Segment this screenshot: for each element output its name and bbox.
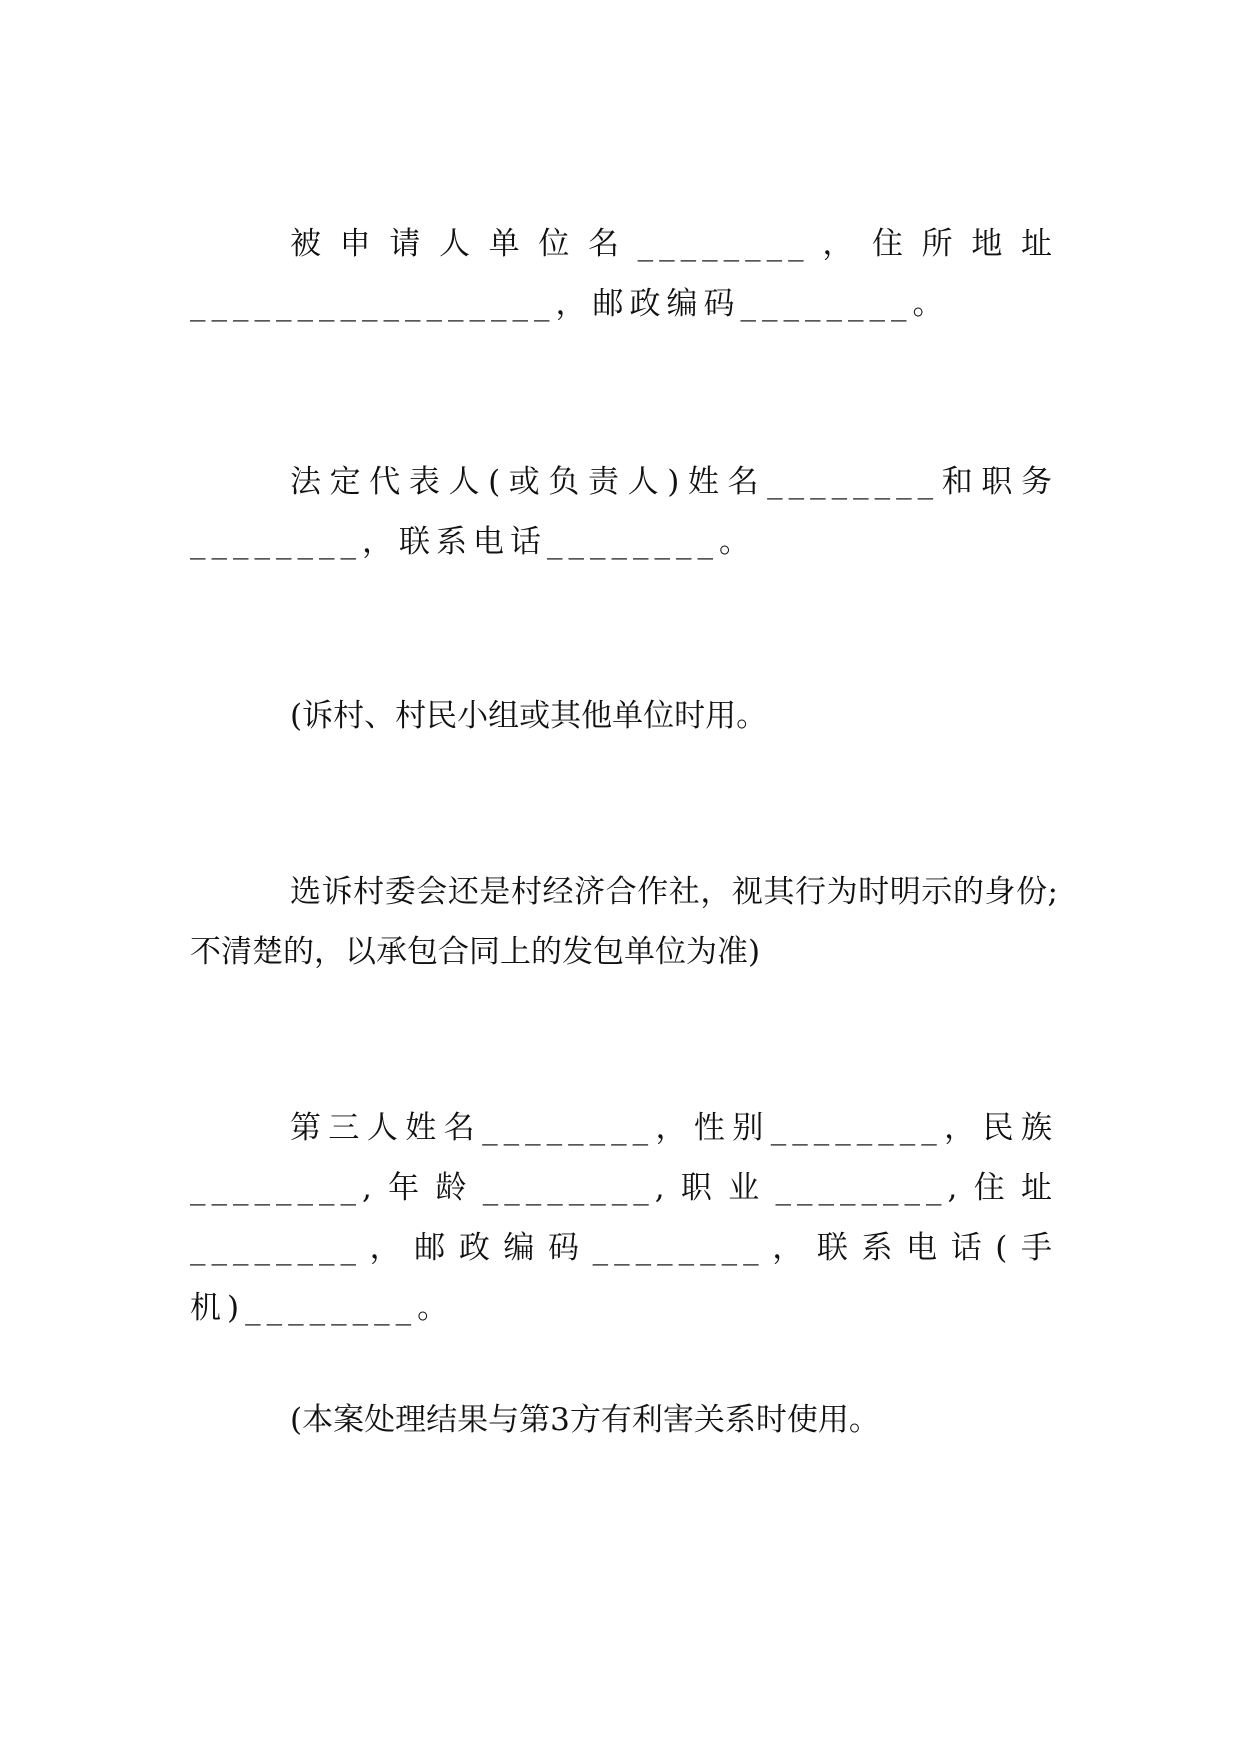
third-party-info-paragraph: 第三人姓名________，性别________，民族________,年龄________,职业________,住址________，邮政编码________，联系电话(手机)________。 — [190, 1110, 1058, 1326]
respondent-note-paragraph: (诉村、村民小组或其他单位时用。 — [290, 698, 768, 734]
legal-representative-paragraph: 法定代表人(或负责人)姓名________和职务________，联系电话________。 — [190, 464, 1058, 560]
village-committee-note-paragraph: 选诉村委会还是村经济合作社，视其行为时明示的身份;不清楚的，以承包合同上的发包单位为准) — [190, 874, 1058, 970]
respondent-info-paragraph: 被申请人单位名________，住所地址_________________，邮政编码________。 — [190, 226, 1058, 322]
third-party-note-paragraph: (本案处理结果与第3方有利害关系时使用。 — [290, 1402, 880, 1438]
